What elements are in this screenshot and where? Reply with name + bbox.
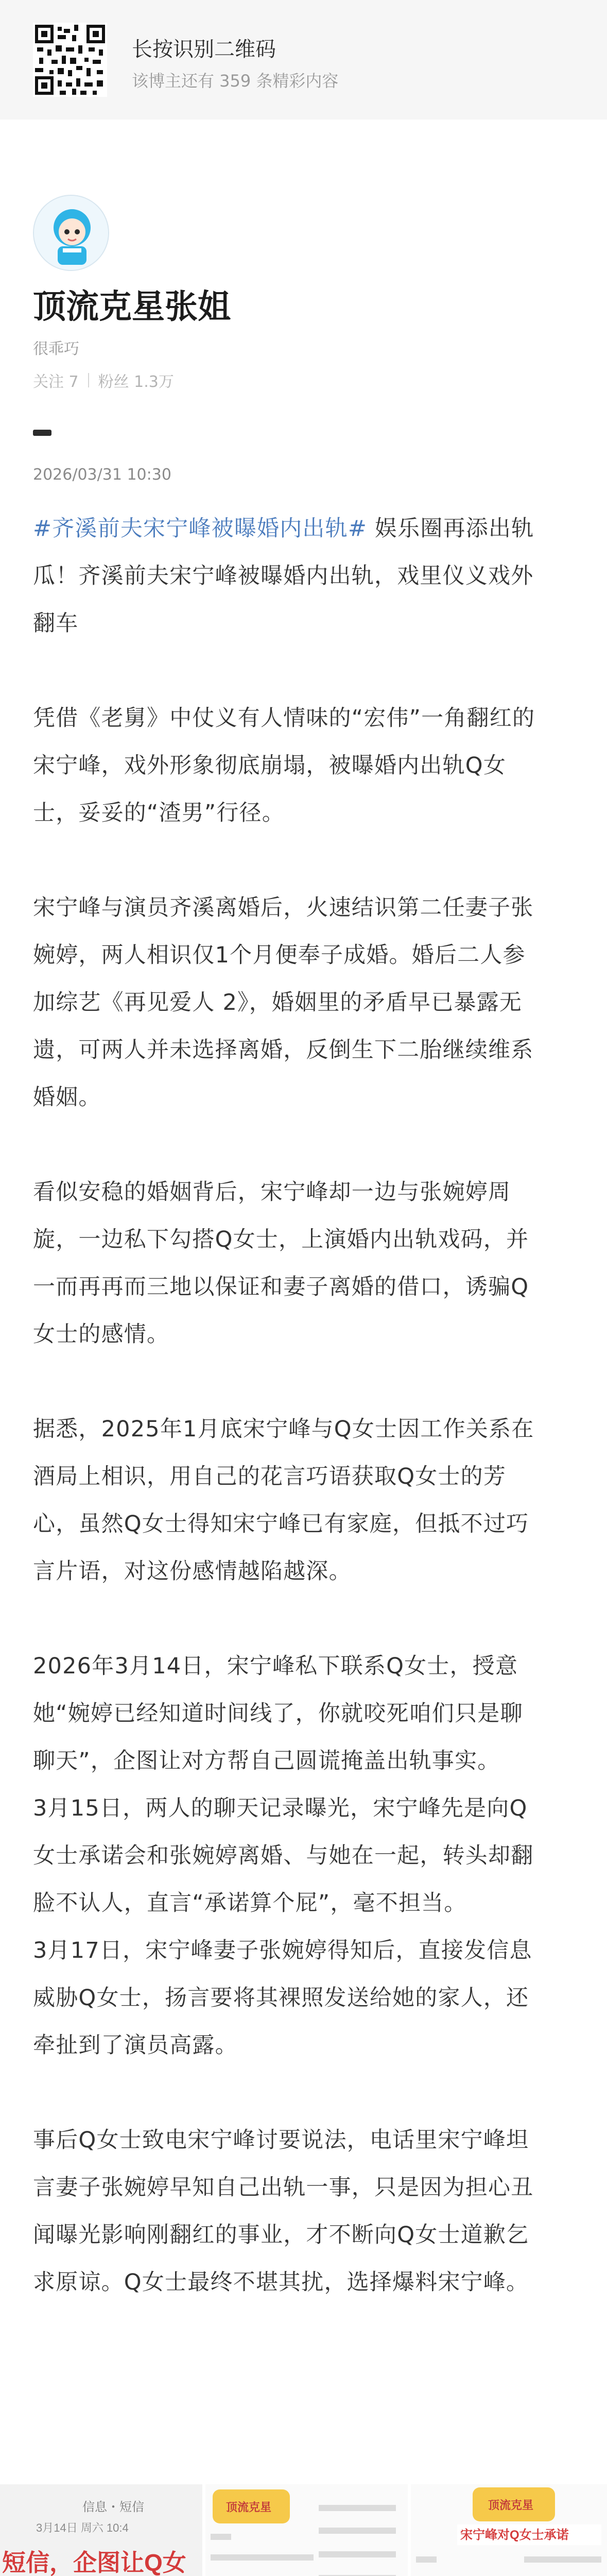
post-line: 闻曝光影响刚翻红的事业，才不断向Q女士道歉乞 <box>33 2222 529 2248</box>
post-line: 遗，可两人并未选择离婚，反倒生下二胎继续维系 <box>33 1037 534 1063</box>
post-line: 3月15日，两人的聊天记录曝光，宋宁峰先是向Q <box>33 1795 528 1821</box>
post-line: 一而再再而三地以保证和妻子离婚的借口，诱骗Q <box>33 1274 529 1300</box>
post-line: 事后Q女士致电宋宁峰讨要说法，电话里宋宁峰坦 <box>33 2127 529 2153</box>
chat-screenshot-image <box>0 2484 202 2576</box>
post-image-chat-log-1[interactable] <box>205 2484 408 2576</box>
post-line: 宋宁峰，戏外形象彻底崩塌，被曝婚内出轨Q女 <box>33 753 507 778</box>
logo-text: 顶流克星 <box>226 2501 272 2514</box>
post-line <box>33 1358 575 1405</box>
post-line: 2026年3月14日，宋宁峰私下联系Q女士，授意 <box>33 1653 518 1679</box>
post-image-chat-screenshot[interactable] <box>0 2484 202 2576</box>
blogger-handle: 很乖巧 <box>33 340 79 358</box>
qr-code-icon <box>33 23 107 97</box>
post-line: 婉婷，两人相识仅1个月便奉子成婚。婚后二人参 <box>33 942 526 968</box>
stats-divider <box>88 373 89 387</box>
image-caption: 宋宁峰对Q女士承诺 <box>460 2528 569 2542</box>
post-line: 3月17日，宋宁峰妻子张婉婷得知后，直接发信息 <box>33 1938 532 1963</box>
qr-banner[interactable] <box>0 0 607 120</box>
sms-overlay-line1: 短信，企图让Q女 <box>2 2549 186 2576</box>
post-line: 女士的感情。 <box>33 1321 170 1347</box>
logo-text: 顶流克星 <box>488 2499 534 2512</box>
post-line <box>33 1595 575 1642</box>
banner-subtitle: 该博主还有 359 条精彩内容 <box>132 71 339 91</box>
post-line: 据悉，2025年1月底宋宁峰与Q女士因工作关系在 <box>33 1416 534 1442</box>
post-line: 脸不认人，直言“承诺算个屁”，毫不担当。 <box>33 1890 467 1916</box>
post-image-chat-log-2[interactable] <box>411 2484 607 2576</box>
profile-stats <box>33 369 174 392</box>
chat-log-image <box>411 2484 607 2576</box>
post-line: 旋，一边私下勾搭Q女士，上演婚内出轨戏码，并 <box>33 1227 529 1252</box>
post-line: 宋宁峰与演员齐溪离婚后，火速结识第二任妻子张 <box>33 895 534 921</box>
followers-count[interactable]: 粉丝 1.3万 <box>98 373 174 391</box>
post-line: 言妻子张婉婷早知自己出轨一事，只是因为担心丑 <box>33 2175 534 2200</box>
hashtag-link[interactable]: #齐溪前夫宋宁峰被曝婚内出轨# <box>33 516 368 541</box>
post-line <box>33 2069 575 2116</box>
post-line <box>33 647 575 694</box>
sms-time: 3月14日 周六 10:4 <box>36 2521 129 2534</box>
post-line: 言片语，对这份感情越陷越深。 <box>33 1558 352 1584</box>
post-line: 聊天”，企图让对方帮自己圆谎掩盖出轨事实。 <box>33 1748 500 1774</box>
post-line: 威胁Q女士，扬言要将其裸照发送给她的家人，还 <box>33 1985 529 2011</box>
post-line: 婚姻。 <box>33 1084 101 1110</box>
section-divider <box>33 430 51 436</box>
post-line <box>33 1121 575 1168</box>
post-line <box>33 837 575 884</box>
following-count[interactable]: 关注 7 <box>33 373 79 391</box>
post-body <box>33 505 575 2306</box>
chat-log-image <box>205 2484 408 2576</box>
post-line: #齐溪前夫宋宁峰被曝婚内出轨# 娱乐圈再添出轨 <box>33 516 534 541</box>
post-line: 酒局上相识，用自己的花言巧语获取Q女士的芳 <box>33 1464 507 1489</box>
post-date: 2026/03/31 10:30 <box>33 466 171 484</box>
blogger-name[interactable]: 顶流克星张姐 <box>33 288 231 326</box>
banner-title: 长按识别二维码 <box>132 38 276 61</box>
post-line: 士，妥妥的“渣男”行径。 <box>33 800 285 826</box>
post-line: 翻车 <box>33 611 79 636</box>
avatar-cartoon-icon <box>34 196 109 271</box>
post-line: 心，虽然Q女士得知宋宁峰已有家庭，但抵不过巧 <box>33 1511 529 1537</box>
post-line: 看似安稳的婚姻背后，宋宁峰却一边与张婉婷周 <box>33 1179 511 1205</box>
qr-code-small[interactable] <box>33 23 107 97</box>
avatar[interactable] <box>33 195 109 271</box>
post-line: 女士承诺会和张婉婷离婚、与她在一起，转头却翻 <box>33 1843 534 1869</box>
post-line: 她“婉婷已经知道时间线了，你就咬死咱们只是聊 <box>33 1701 523 1726</box>
post-line: 求原谅。Q女士最终不堪其扰，选择爆料宋宁峰。 <box>33 2269 529 2295</box>
post-line: 牵扯到了演员高露。 <box>33 2032 238 2058</box>
post-line: 加综艺《再见爱人 2》，婚姻里的矛盾早已暴露无 <box>33 990 523 1015</box>
post-line: 凭借《老舅》中仗义有人情味的“宏伟”一角翻红的 <box>33 705 535 731</box>
sms-header: 信息・短信 <box>82 2500 144 2514</box>
post-line: 瓜！齐溪前夫宋宁峰被曝婚内出轨，戏里仪义戏外 <box>33 563 534 589</box>
